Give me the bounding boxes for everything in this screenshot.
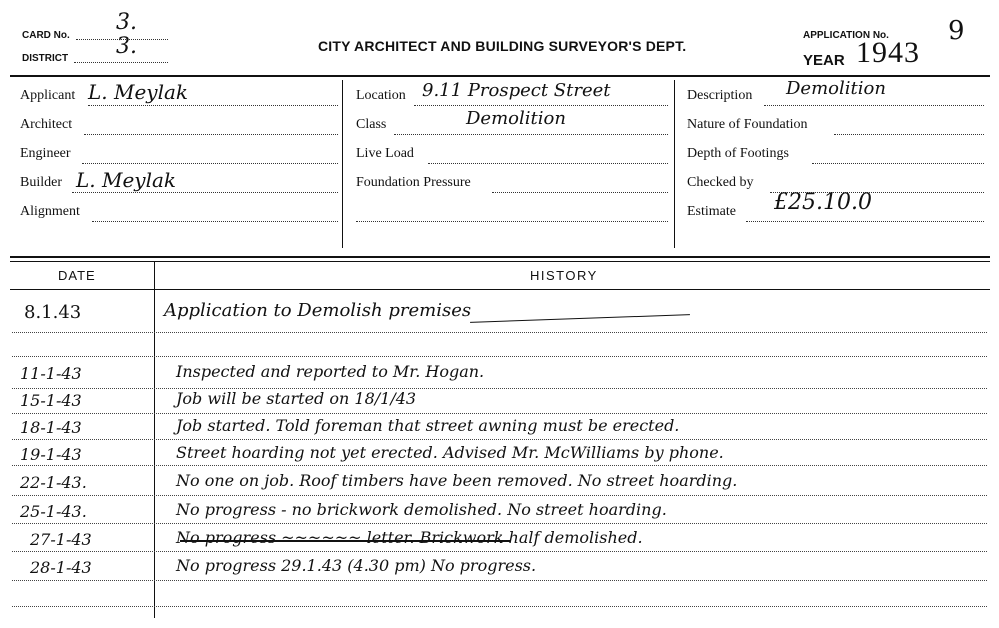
alignment-label: Alignment — [20, 204, 80, 219]
district-label: DISTRICT — [22, 53, 69, 64]
department-title: CITY ARCHITECT AND BUILDING SURVEYOR'S DEPT. — [318, 38, 687, 54]
engineer-line — [82, 162, 338, 164]
history-row-text: No progress - no brickwork demolished. No street hoarding. — [176, 500, 667, 519]
description-label: Description — [687, 88, 753, 103]
field-divider-left — [342, 80, 343, 248]
history-row-text: Inspected and reported to Mr. Hogan. — [176, 362, 485, 381]
row-guide — [12, 388, 987, 389]
history-row-date: 11-1-43 — [20, 364, 82, 383]
engineer-label: Engineer — [20, 146, 71, 161]
header-rule — [10, 75, 990, 77]
class-line — [394, 133, 668, 135]
history-column-header: HISTORY — [530, 268, 598, 283]
row-guide — [12, 523, 987, 524]
history-row-date: 22-1-43. — [20, 473, 87, 492]
history-row-date: 25-1-43. — [20, 502, 87, 521]
history-row-date: 28-1-43 — [30, 558, 92, 577]
foundation-pressure-line — [492, 191, 668, 193]
description-line — [764, 104, 984, 106]
applicant-label: Applicant — [20, 88, 76, 103]
foundation-pressure-label: Foundation Pressure — [356, 175, 471, 190]
row-guide — [12, 551, 987, 552]
history-top-rule-thin — [10, 261, 990, 262]
history-row-text: No progress 29.1.43 (4.30 pm) No progress. — [176, 556, 537, 575]
live-load-line — [428, 162, 668, 164]
history-row-text: No one on job. Roof timbers have been removed. No street hoarding. — [176, 471, 738, 490]
location-label: Location — [356, 88, 406, 103]
checked-by-label: Checked by — [687, 175, 754, 190]
row-guide — [12, 413, 987, 414]
history-row-date: 18-1-43 — [20, 418, 82, 437]
application-no-value: 9 — [948, 16, 965, 46]
estimate-label: Estimate — [687, 204, 736, 219]
history-row-date: 8.1.43 — [24, 302, 82, 323]
architect-label: Architect — [20, 117, 73, 132]
estimate-line — [746, 220, 984, 222]
history-header-rule — [10, 289, 990, 290]
history-row-text: Job will be started on 18/1/43 — [176, 389, 417, 408]
architect-line — [84, 133, 338, 135]
history-row-text: Street hoarding not yet erected. Advised Mr. McWilliams by phone. — [176, 443, 724, 462]
builder-value: L. Meylak — [76, 168, 177, 192]
date-column-header: DATE — [58, 268, 96, 283]
estimate-value: £25.10.0 — [774, 190, 872, 215]
location-line — [414, 104, 668, 106]
year-value: 1943 — [856, 36, 920, 69]
applicant-value: L. Meylak — [88, 80, 189, 104]
mid-blank-line — [356, 220, 668, 222]
history-row-date: 15-1-43 — [20, 391, 82, 410]
district-value: 3. — [116, 34, 137, 59]
description-value: Demolition — [786, 78, 886, 99]
history-top-rule — [10, 256, 990, 258]
history-row-date: 19-1-43 — [20, 445, 82, 464]
district-line — [74, 61, 168, 63]
applicant-line — [88, 104, 338, 106]
row-guide — [12, 465, 987, 466]
row-guide — [12, 580, 987, 581]
history-row-stroke — [470, 314, 690, 323]
alignment-line — [92, 220, 338, 222]
card-no-label: CARD No. — [22, 30, 70, 41]
field-divider-right — [674, 80, 675, 248]
row-guide — [12, 495, 987, 496]
class-label: Class — [356, 117, 387, 132]
history-row-strikethrough — [180, 540, 510, 542]
history-row-text: Job started. Told foreman that street awning must be erected. — [176, 416, 680, 435]
history-row-text: Application to Demolish premises — [164, 300, 472, 321]
card-no-value: 3. — [116, 10, 137, 35]
depth-line — [812, 162, 984, 164]
year-label: YEAR — [803, 52, 845, 69]
application-no-label: APPLICATION No. — [803, 30, 889, 41]
row-guide — [12, 332, 987, 333]
history-row-date: 27-1-43 — [30, 530, 92, 549]
depth-of-footings-label: Depth of Footings — [687, 146, 789, 161]
class-value: Demolition — [466, 108, 566, 129]
row-guide — [12, 356, 987, 357]
row-guide — [12, 439, 987, 440]
history-row-text: No progress ~~~~~~ letter. Brickwork half demolished. — [176, 528, 643, 547]
live-load-label: Live Load — [356, 146, 414, 161]
nature-line — [834, 133, 984, 135]
nature-of-foundation-label: Nature of Foundation — [687, 117, 808, 132]
builder-label: Builder — [20, 175, 62, 190]
location-value: 9.11 Prospect Street — [422, 80, 611, 101]
date-column-divider — [154, 262, 155, 618]
row-guide — [12, 606, 987, 607]
